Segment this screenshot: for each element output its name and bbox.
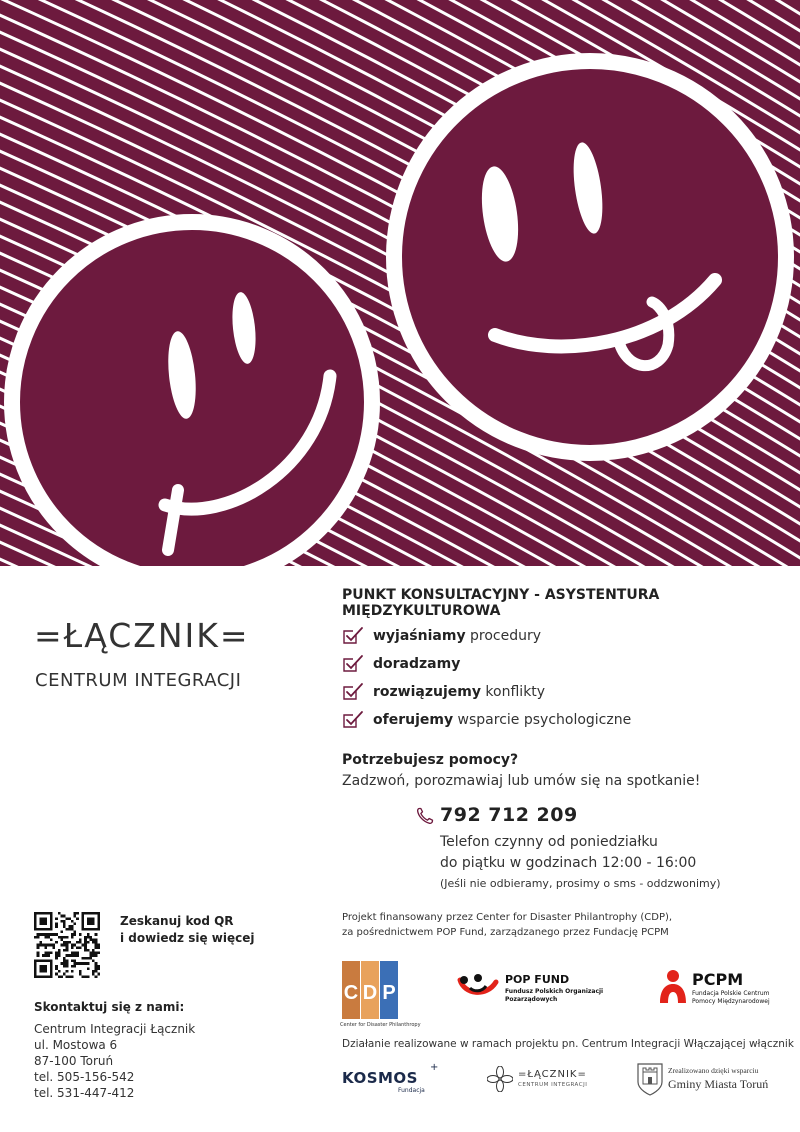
torun-support-line2: Gminy Miasta Toruń [668, 1077, 769, 1091]
checkmark-icon [342, 626, 364, 646]
contact-line: Centrum Integracji Łącznik [34, 1022, 196, 1036]
service-item [342, 678, 782, 706]
brand-name: =ŁĄCZNIK= [34, 616, 250, 655]
help-question: Potrzebujesz pomocy? [342, 752, 519, 768]
project-realization-note: Działanie realizowane w ramach projektu pn. Centrum Integracji Włączającej włącznik [342, 1038, 794, 1050]
brand-subtitle: CENTRUM INTEGRACJI [35, 670, 242, 691]
cdp-letter: D [362, 982, 378, 1004]
service-verb: doradzamy [373, 656, 461, 672]
service-verb: rozwiązujemy [373, 684, 481, 700]
cdp-letter: P [382, 982, 396, 1004]
project-funding-line1: Projekt finansowany przez Center for Disaster Philantrophy (CDP), [342, 912, 673, 923]
contact-line: tel. 531-447-412 [34, 1086, 135, 1100]
qr-code[interactable] [34, 912, 100, 978]
service-item [342, 650, 782, 678]
service-object: wsparcie psychologiczne [453, 712, 632, 728]
services-list [342, 622, 782, 734]
service-object: konflikty [480, 684, 546, 700]
lacznik-small-logo: =ŁĄCZNIK= [518, 1069, 587, 1080]
kosmos-plus-mark: + [430, 1062, 439, 1073]
contact-line: 87-100 Toruń [34, 1054, 114, 1068]
kosmos-logo: KOSMOS [342, 1069, 418, 1087]
service-text [373, 684, 545, 700]
qr-caption-line1: Zeskanuj kod QR [120, 914, 234, 928]
cdp-letter: C [343, 982, 359, 1004]
service-text [373, 628, 541, 644]
phone-hours-line1: Telefon czynny od poniedziałku [440, 834, 658, 850]
service-item [342, 622, 782, 650]
qr-caption-line2: i dowiedz się więcej [120, 931, 255, 945]
service-verb: wyjaśniamy [373, 628, 466, 644]
cdp-tagline: Center for Disaster Philanthropy [340, 1022, 421, 1028]
smiley-face-smile [12, 222, 372, 566]
pcpm-name: PCPM [692, 970, 744, 989]
popfund-name: POP FUND [505, 973, 570, 986]
phone-hours-line2: do piątku w godzinach 12:00 - 16:00 [440, 855, 697, 871]
service-heading: PUNKT KONSULTACYJNY - ASYSTENTURA MIĘDZYKULTUROWA [342, 587, 660, 619]
pcpm-icon [658, 969, 688, 1005]
project-funding-line2: za pośrednictwem POP Fund, zarządzanego przez Fundację PCPM [342, 927, 669, 938]
phone-number[interactable]: 792 712 209 [440, 804, 578, 826]
service-verb: oferujemy [373, 712, 454, 728]
contact-line: ul. Mostowa 6 [34, 1038, 118, 1052]
torun-crest-icon [637, 1062, 663, 1096]
phone-icon [415, 805, 435, 827]
checkmark-icon [342, 710, 364, 730]
pcpm-line1: Fundacja Polskie Centrum [692, 990, 770, 997]
popfund-line2: Pozarządowych [505, 996, 558, 1003]
checkmark-icon [342, 682, 364, 702]
popfund-line1: Fundusz Polskich Organizacji [505, 988, 604, 995]
popfund-icon [456, 972, 500, 1002]
service-item [342, 706, 782, 734]
help-text: Zadzwoń, porozmawiaj lub umów się na spotkanie! [342, 773, 701, 789]
checkmark-icon [342, 654, 364, 674]
lacznik-small-subtitle: CENTRUM INTEGRACJI [518, 1082, 588, 1088]
contact-line: tel. 505-156-542 [34, 1070, 135, 1084]
service-text [373, 712, 631, 728]
service-object: procedury [465, 628, 542, 644]
phone-note: (Jeśli nie odbieramy, prosimy o sms - oddzwonimy) [440, 877, 721, 890]
smiley-face-tongue [394, 61, 786, 453]
kosmos-subtitle: Fundacja [398, 1087, 425, 1094]
flower-icon [487, 1066, 513, 1092]
torun-support-line1: Zrealizowano dzięki wsparciu [668, 1066, 759, 1075]
cdp-logo [342, 961, 398, 1019]
contact-heading: Skontaktuj się z nami: [34, 1000, 185, 1014]
pcpm-line2: Pomocy Międzynarodowej [692, 998, 770, 1005]
service-text [373, 656, 460, 672]
